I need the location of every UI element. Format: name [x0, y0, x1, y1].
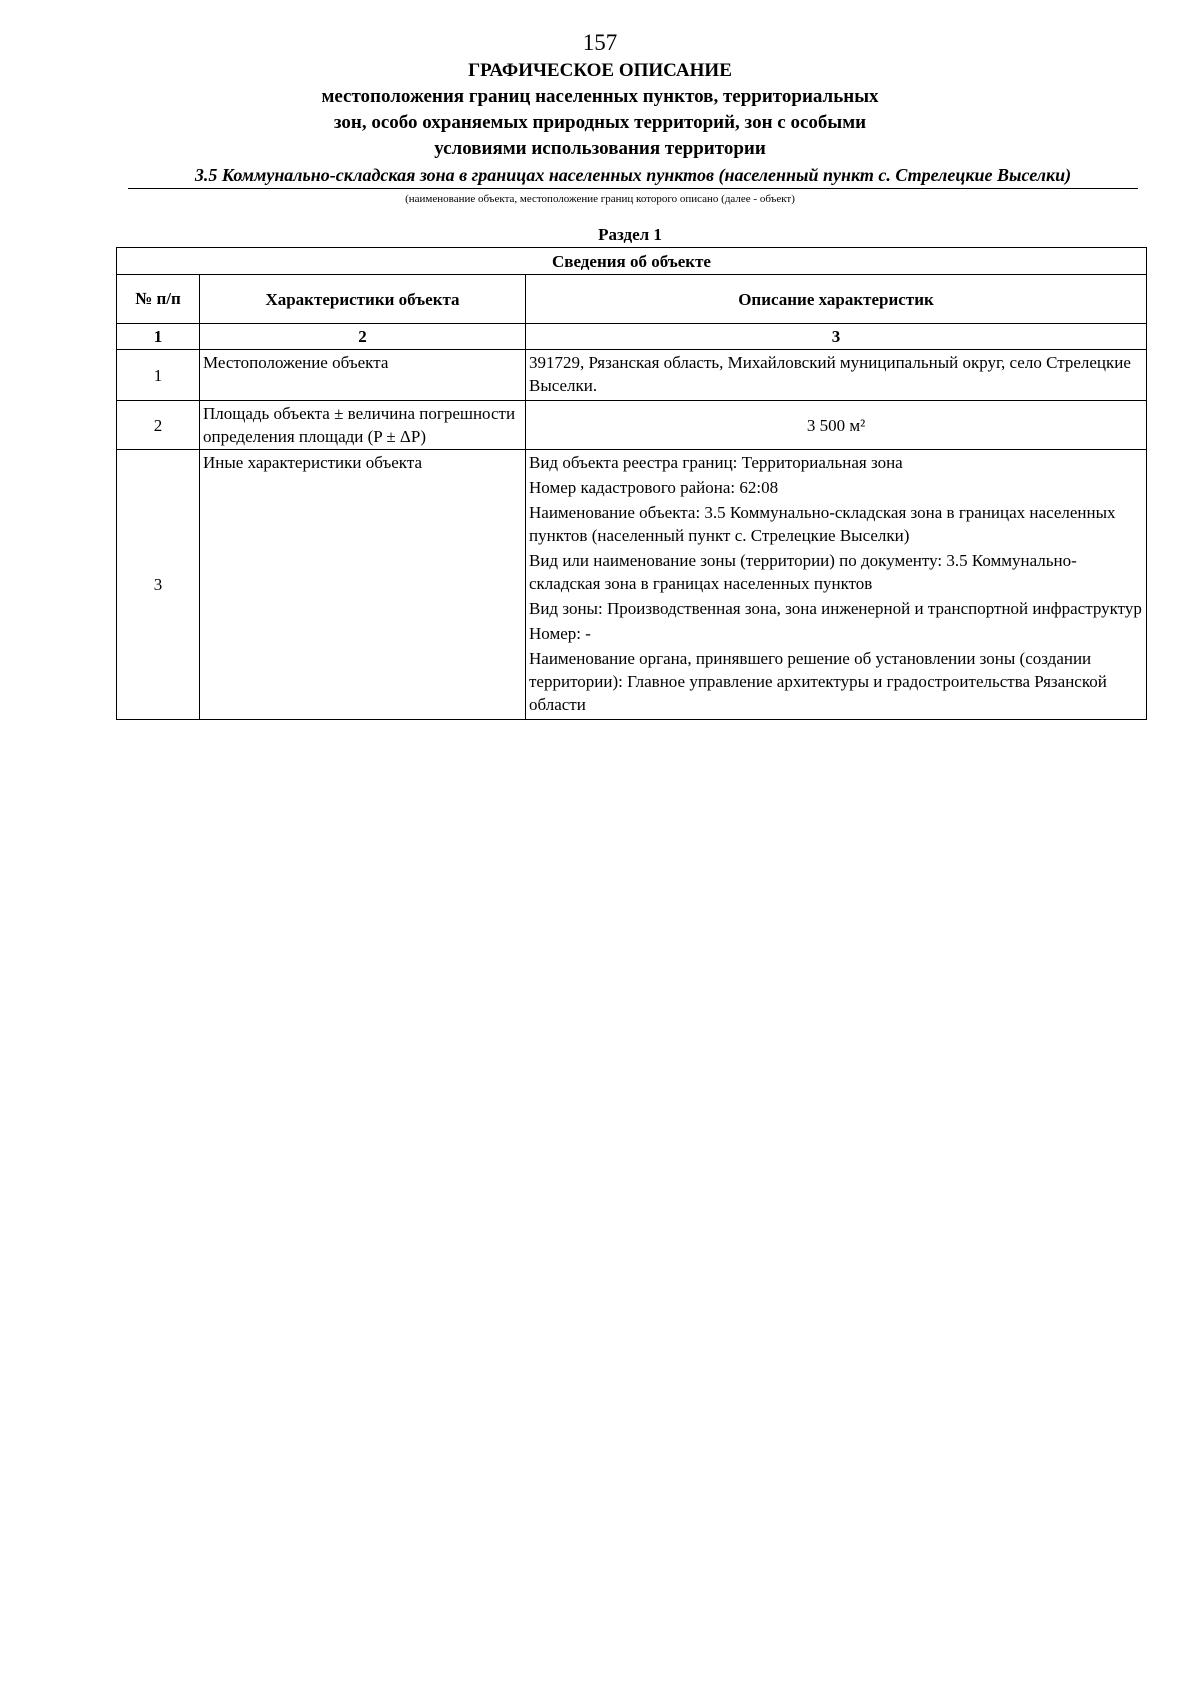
row-description — [526, 350, 1147, 401]
description-line: Номер кадастрового района: 62:08 — [529, 478, 779, 497]
row-number: 3 — [117, 450, 200, 720]
row-number: 1 — [117, 350, 200, 401]
row-characteristic: Иные характеристики объекта — [200, 450, 526, 720]
description-line: Вид или наименование зоны (территории) по документу: 3.5 Коммунально-складская зона в границах населенных пунктов — [529, 551, 1077, 593]
description-line: Вид объекта реестра границ: Территориальная зона — [529, 453, 903, 472]
row-characteristic: Местоположение объекта — [200, 350, 526, 401]
document-subtitle-line-3: условиями использования территории — [434, 138, 766, 159]
table-row — [117, 401, 1147, 450]
description-line: Номер: - — [529, 624, 591, 643]
column-header-num: № п/п — [117, 275, 200, 324]
description-line: 3 500 м² — [806, 415, 866, 435]
document-subtitle-line-1: местоположения границ населенных пунктов, территориальных — [321, 86, 879, 107]
table-row — [117, 350, 1147, 401]
document-title: ГРАФИЧЕСКОЕ ОПИСАНИЕ — [468, 60, 732, 81]
section-title: Раздел 1 — [598, 225, 662, 244]
description-line: Наименование органа, принявшего решение об установлении зоны (создании территории): Главное управление архитектуры и градостроительства Рязанской области — [529, 649, 1107, 714]
document-subtitle-line-2: зон, особо охраняемых природных территорий, зон с особыми — [333, 112, 867, 133]
column-header-description: Описание характеристик — [526, 275, 1147, 324]
row-description — [526, 450, 1147, 720]
column-number: 2 — [200, 324, 526, 350]
column-number: 3 — [526, 324, 1147, 350]
table-title-row — [117, 248, 1147, 275]
row-number: 2 — [117, 401, 200, 450]
column-number-row — [117, 324, 1147, 350]
object-name-caption: (наименование объекта, местоположение границ которого описано (далее - объект) — [405, 193, 795, 205]
description-line: Вид зоны: Производственная зона, зона инженерной и транспортной инфраструктур — [529, 599, 1142, 618]
table-title: Сведения об объекте — [117, 248, 1147, 275]
column-header-characteristic: Характеристики объекта — [200, 275, 526, 324]
table-row — [117, 450, 1147, 720]
object-name: 3.5 Коммунально-складская зона в границах населенных пунктов (населенный пункт с. Стрелецкие Выселки) — [128, 164, 1138, 189]
row-description — [526, 401, 1147, 450]
column-number: 1 — [117, 324, 200, 350]
object-info-table — [116, 247, 1147, 720]
table-header-row — [117, 275, 1147, 324]
page-number: 157 — [582, 30, 618, 55]
description-line: 391729, Рязанская область, Михайловский муниципальный округ, село Стрелецкие Выселки. — [529, 353, 1131, 395]
document-title-block — [0, 58, 1200, 162]
row-characteristic: Площадь объекта ± величина погрешности определения площади (P ± ΔP) — [200, 401, 526, 450]
description-line: Наименование объекта: 3.5 Коммунально-складская зона в границах населенных пунктов (населенный пункт с. Стрелецкие Выселки) — [529, 503, 1116, 545]
